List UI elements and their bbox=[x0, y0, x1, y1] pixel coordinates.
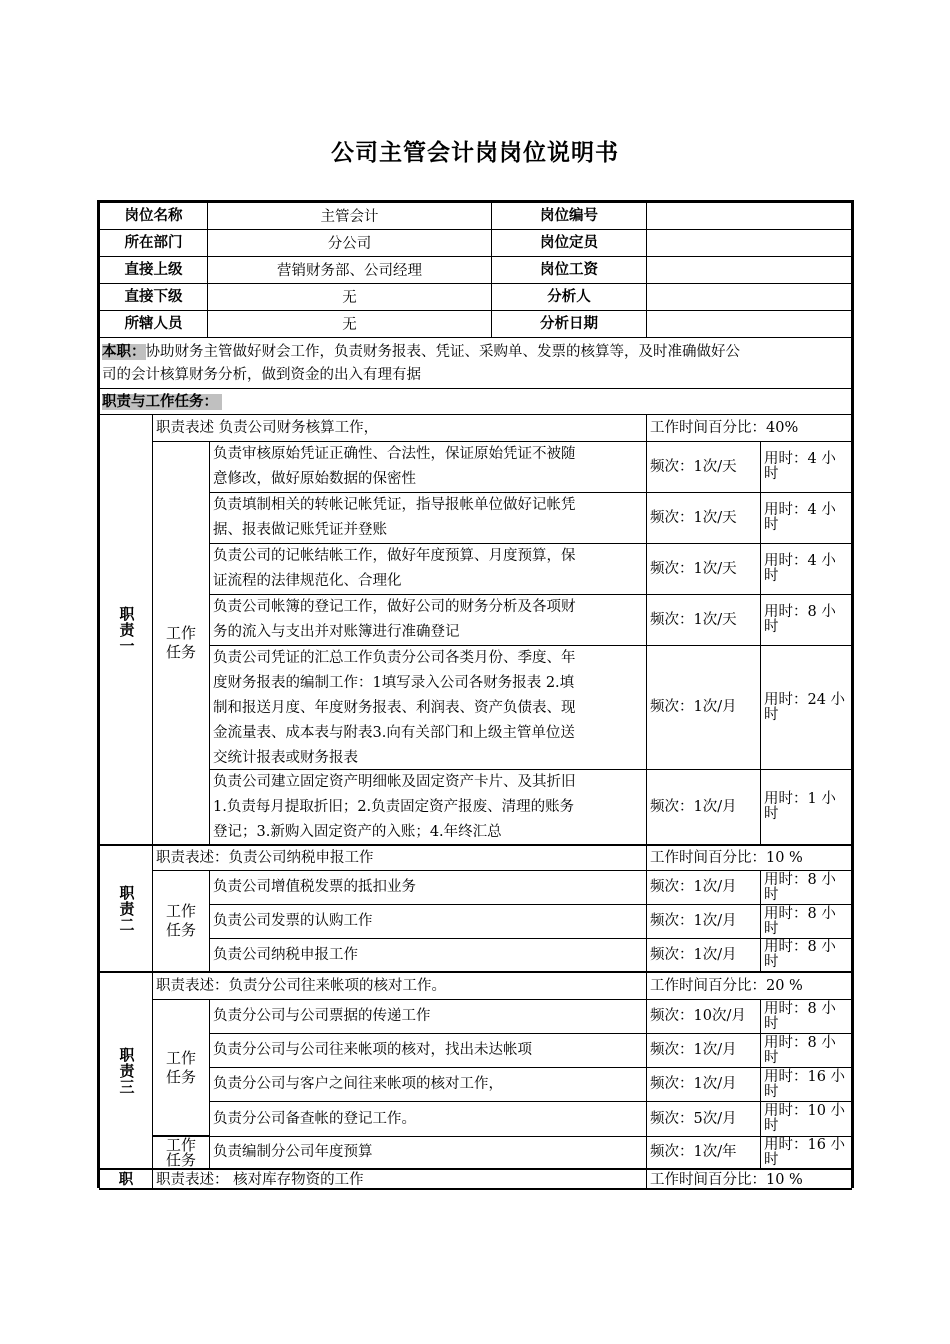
r2-task-2-time: 用时：8 小时 bbox=[760, 904, 852, 939]
r1-task-3-freq: 频次：1次/天 bbox=[646, 543, 761, 595]
r3-task-5-time: 用时：16 小时 bbox=[760, 1136, 852, 1169]
r2-label-cell bbox=[99, 844, 153, 972]
r1-task-1-freq: 频次：1次/天 bbox=[646, 441, 761, 493]
r3-task-3-time: 用时：16 小时 bbox=[760, 1067, 852, 1102]
r1-task-4: 负责公司帐簿的登记工作，做好公司的财务分析及各项财 务的流入与支出并对账簿进行准确登记 bbox=[209, 594, 647, 646]
r1-desc: 职责表述 负责公司财务核算工作， bbox=[152, 414, 647, 442]
analysis-date-value bbox=[646, 310, 852, 338]
salary-value bbox=[646, 256, 852, 284]
r1-task-5-freq: 频次：1次/月 bbox=[646, 645, 761, 770]
r2-task-3-freq: 频次：1次/月 bbox=[646, 938, 761, 972]
r3-label: 职责三 bbox=[117, 1046, 136, 1095]
r1-pct: 工作时间百分比：40% bbox=[646, 414, 852, 442]
r1-task-6-time: 用时：1 小时 bbox=[760, 769, 852, 845]
subordinate-value: 无 bbox=[207, 283, 492, 311]
r2-task-1-freq: 频次：1次/月 bbox=[646, 870, 761, 905]
r3-task-1-time: 用时：8 小时 bbox=[760, 999, 852, 1034]
r1-task-2-freq: 频次：1次/天 bbox=[646, 492, 761, 544]
r3-task-1: 负责分公司与公司票据的传递工作 bbox=[209, 999, 647, 1034]
r1-task-2-time: 用时：4 小时 bbox=[760, 492, 852, 544]
department-value: 分公司 bbox=[207, 229, 492, 257]
r4-label: 职 bbox=[99, 1168, 153, 1190]
r3-desc: 职责表述：负责分公司往来帐项的核对工作。 bbox=[152, 971, 647, 1000]
staff-label: 所辖人员 bbox=[99, 310, 208, 338]
r1-task-4-freq: 频次：1次/天 bbox=[646, 594, 761, 646]
position-no-label: 岗位编号 bbox=[491, 202, 647, 230]
r2-task-1-time: 用时：8 小时 bbox=[760, 870, 852, 905]
duty-text-line1: 协助财务主管做好财会工作，负责财务报表、凭证、采购单、发票的核算等，及时准确做好公 bbox=[145, 344, 740, 360]
r2-task-label: 工作任务 bbox=[152, 870, 210, 972]
staff-value: 无 bbox=[207, 310, 492, 338]
r2-task-1: 负责公司增值税发票的抵扣业务 bbox=[209, 870, 647, 905]
r2-task-2: 负责公司发票的认购工作 bbox=[209, 904, 647, 939]
salary-label: 岗位工资 bbox=[491, 256, 647, 284]
r1-task-3: 负责公司的记帐结帐工作，做好年度预算、月度预算，保 证流程的法律规范化、合理化 bbox=[209, 543, 647, 595]
analysis-date-label: 分析日期 bbox=[491, 310, 647, 338]
analyst-label: 分析人 bbox=[491, 283, 647, 311]
r2-desc: 职责表述：负责公司纳税申报工作 bbox=[152, 844, 647, 871]
subordinate-label: 直接下级 bbox=[99, 283, 208, 311]
r3-task-3: 负责分公司与客户之间往来帐项的核对工作， bbox=[209, 1067, 647, 1102]
position-no-value bbox=[646, 202, 852, 230]
duty-summary bbox=[99, 337, 852, 389]
r3-task-4-time: 用时：10 小时 bbox=[760, 1101, 852, 1137]
r3-label-cell bbox=[99, 971, 153, 1169]
r1-task-1: 负责审核原始凭证正确性、合法性，保证原始凭证不被随 意修改，做好原始数据的保密性 bbox=[209, 441, 647, 493]
r1-task-2: 负责填制相关的转帐记帐凭证，指导报帐单位做好记帐凭 据、报表做记账凭证并登账 bbox=[209, 492, 647, 544]
r1-task-label: 工作任务 bbox=[152, 441, 210, 845]
r4-pct: 工作时间百分比：10 % bbox=[646, 1168, 852, 1190]
department-label: 所在部门 bbox=[99, 229, 208, 257]
r3-task-2: 负责分公司与公司往来帐项的核对，找出未达帐项 bbox=[209, 1033, 647, 1068]
r3-task-label-2: 工作任务 bbox=[152, 1136, 210, 1169]
job-description-table bbox=[97, 200, 854, 1188]
r1-label: 职责一 bbox=[117, 605, 136, 654]
position-name-label: 岗位名称 bbox=[99, 202, 208, 230]
r3-task-1-freq: 频次：10次/月 bbox=[646, 999, 761, 1034]
analyst-value bbox=[646, 283, 852, 311]
quota-value bbox=[646, 229, 852, 257]
r2-task-3: 负责公司纳税申报工作 bbox=[209, 938, 647, 972]
r3-task-3-freq: 频次：1次/月 bbox=[646, 1067, 761, 1102]
r3-pct: 工作时间百分比：20 % bbox=[646, 971, 852, 1000]
r3-task-5-freq: 频次：1次/年 bbox=[646, 1136, 761, 1169]
responsibilities-header-row bbox=[99, 388, 852, 415]
superior-value: 营销财务部、公司经理 bbox=[207, 256, 492, 284]
r1-task-6-freq: 频次：1次/月 bbox=[646, 769, 761, 845]
position-name-value: 主管会计 bbox=[207, 202, 492, 230]
r3-task-4-freq: 频次：5次/月 bbox=[646, 1101, 761, 1137]
r1-task-3-time: 用时：4 小时 bbox=[760, 543, 852, 595]
r2-task-3-time: 用时：8 小时 bbox=[760, 938, 852, 972]
r4-desc: 职责表述： 核对库存物资的工作 bbox=[152, 1168, 647, 1190]
r1-label-cell bbox=[99, 414, 153, 845]
responsibilities-header: 职责与工作任务： bbox=[102, 394, 222, 410]
duty-text-line2: 司的会计核算财务分析，做到资金的出入有理有据 bbox=[102, 367, 421, 383]
quota-label: 岗位定员 bbox=[491, 229, 647, 257]
r1-task-1-time: 用时：4 小时 bbox=[760, 441, 852, 493]
r3-task-5: 负责编制分公司年度预算 bbox=[209, 1136, 647, 1169]
r3-task-2-freq: 频次：1次/月 bbox=[646, 1033, 761, 1068]
r3-task-4: 负责分公司备查帐的登记工作。 bbox=[209, 1101, 647, 1137]
r1-task-6: 负责公司建立固定资产明细帐及固定资产卡片、及其折旧 1.负责每月提取折旧；2.负责固定资产报废、清理的账务 登记；3.新购入固定资产的入账；4.年终汇总 bbox=[209, 769, 647, 845]
r3-task-2-time: 用时：8 小时 bbox=[760, 1033, 852, 1068]
r1-task-5-time: 用时：24 小时 bbox=[760, 645, 852, 770]
r2-label: 职责二 bbox=[117, 884, 136, 933]
r3-task-label: 工作任务 bbox=[152, 999, 210, 1136]
duty-label: 本职： bbox=[102, 344, 146, 360]
r1-task-5: 负责公司凭证的汇总工作负责分公司各类月份、季度、年 度财务报表的编制工作：1填写录入公司各财务报表 2.填 制和报送月度、年度财务报表、利润表、资产负债表、现 金流量表、成本表与附表3.向有关部门和上级主管单位送 交统计报表或财务报表 bbox=[209, 645, 647, 770]
r2-task-2-freq: 频次：1次/月 bbox=[646, 904, 761, 939]
page-title: 公司主管会计岗岗位说明书 bbox=[331, 140, 619, 166]
r1-task-4-time: 用时：8 小时 bbox=[760, 594, 852, 646]
r2-pct: 工作时间百分比：10 % bbox=[646, 844, 852, 871]
superior-label: 直接上级 bbox=[99, 256, 208, 284]
